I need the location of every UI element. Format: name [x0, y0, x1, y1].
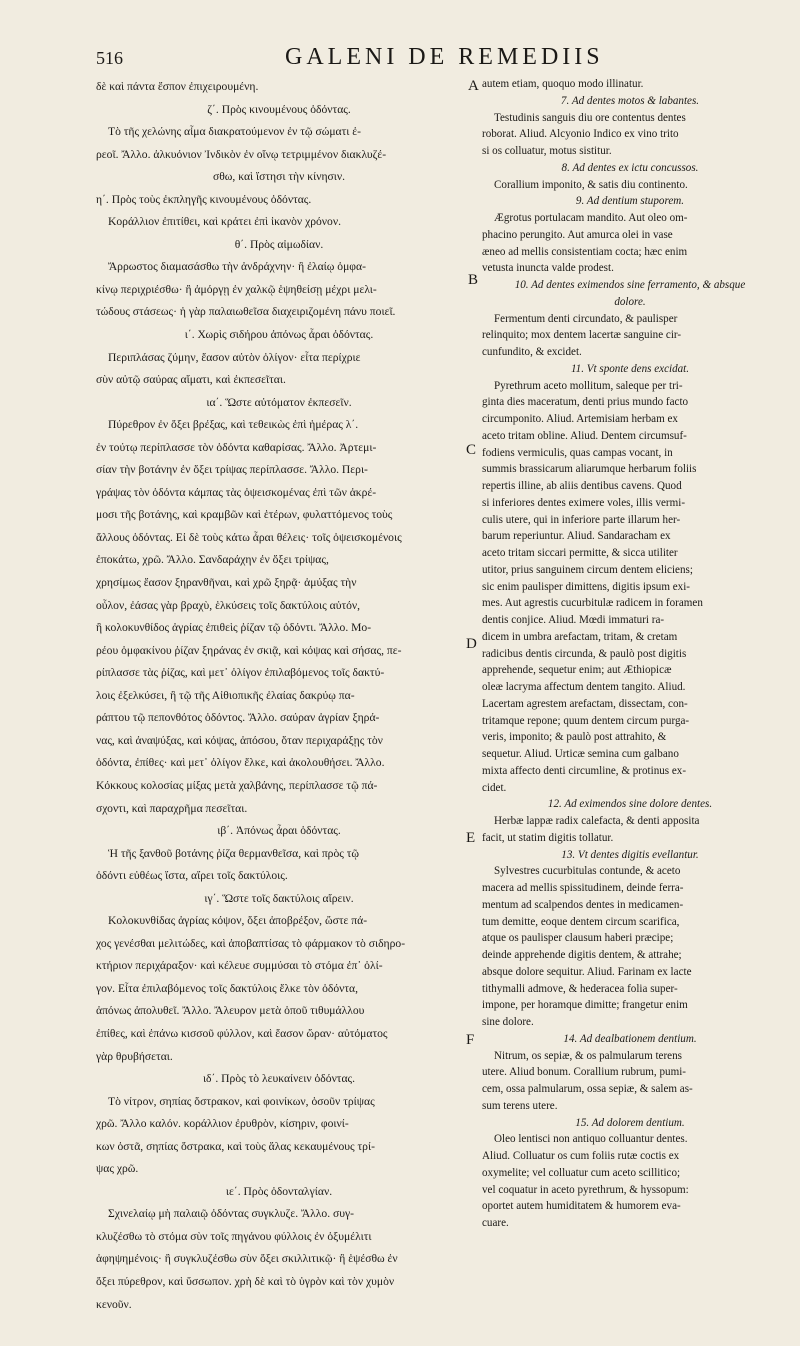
latin-text-line: dentis conjice. Aliud. Mœdi immaturi ra-: [482, 614, 665, 626]
latin-section-heading: 13. Vt dentes digitis evellantur.: [561, 848, 699, 861]
latin-text-line: apprehende, sequetur enim; aut Æthiopicæ: [482, 664, 672, 677]
latin-text-line: atque os paulisper clausum haberi præcipe;: [482, 932, 674, 945]
margin-letter-b: B: [468, 272, 479, 288]
latin-text-line: sic enim paulisper dimittens, digitis ipsum exi-: [482, 580, 690, 593]
latin-text-line: relinquito; mox dentem lacertæ sanguine cir-: [482, 329, 682, 342]
greek-text-line: κων ὀστᾶ, σηπίας ὄστρακα, καὶ τοὺς ἅλας κεκαυμένους τρί-: [96, 1139, 375, 1153]
latin-text-line: si os colluatur, motus sistitur.: [482, 145, 612, 157]
latin-text-line: deinde apprehende digitis dentem, & attrahe;: [482, 949, 682, 961]
latin-text-line: macera ad mellis spissitudinem, deinde ferra-: [482, 882, 684, 894]
greek-text-line: ἄλλους ὀδόντας. Εἰ δὲ τοὺς κάτω ἆραι θέλεις· τοῖς ὀψεισκομένοις: [96, 530, 402, 544]
greek-text-line: γὰρ θρυβήσεται.: [96, 1049, 173, 1063]
latin-text-line: Ægrotus portulacam mandito. Aut oleo om-: [494, 212, 688, 224]
latin-text-line: circumponito. Aliud. Artemisiam herbam ex: [482, 413, 678, 425]
latin-section-heading: 8. Ad dentes ex ictu concussos.: [561, 161, 699, 174]
latin-text-line: Oleo lentisci non antiquo colluantur dentes.: [494, 1133, 688, 1146]
latin-text-line: repertis illine, ab aliis dentibus cavens. Quod: [482, 480, 682, 492]
greek-text-line: Ἄρρωστος διαμασάσθω τὴν ἀνδράχνην· ἢ ἐλαίῳ ὀμφα-: [108, 260, 366, 274]
greek-text-line: ρίπλασσε τὰς ῥίζας, καὶ μετ᾽ ὀλίγον ἐπιλαβόμενος τοῖς δακτύ-: [96, 666, 385, 680]
latin-text-line: Testudinis sanguis diu ore contentus dentes: [494, 111, 686, 124]
greek-text-line: σίαν τὴν βοτάνην ἐν ὄξει τρίψας περίπλασσε. Ἄλλο. Περι-: [96, 463, 368, 477]
greek-text-line: γράψας τὸν ὀδόντα κάμπας τὰς ὀψεισκομένας ἐπὶ τῶν ἀκρέ-: [96, 485, 377, 499]
latin-text-line: dicem in umbra arefactam, tritam, & cretam: [482, 630, 678, 643]
greek-text-line: Σχινελαίῳ μὴ παλαιῷ ὀδόντας συγκλυζε. Ἄλλο. συγ-: [108, 1207, 354, 1221]
latin-text-line: tithymalli admove, & hederacea folia super-: [482, 982, 678, 995]
latin-text-line: ginta dies maceratum, denti prius mundo facto: [482, 396, 689, 409]
greek-text-line: ιβ΄. Ἀπόνως ἆραι ὀδόντας.: [217, 824, 341, 838]
latin-text-line: summis brassicarum aliarumque herbarum foliis: [482, 463, 697, 476]
latin-section-heading: 12. Ad eximendos sine dolore dentes.: [547, 798, 713, 811]
greek-text-line: ὀδόντι εὐθέως ἵστα, αἴρει τοῖς δακτύλοις.: [96, 869, 288, 883]
latin-text-column: [482, 76, 778, 1232]
latin-text-line: vetusta inuncta valde prodest.: [482, 262, 614, 275]
greek-text-line: ζ΄. Πρὸς κινουμένους ὀδόντας.: [207, 102, 351, 116]
latin-text-line: cuare.: [482, 1217, 509, 1229]
latin-text-line: autem etiam, quoquo modo illinatur.: [482, 78, 644, 90]
greek-text-line: ρέου ὀμφακίνου ῥίζαν ξηράνας ἐν σκιᾷ, καὶ κόψας καὶ σήσας, πε-: [96, 643, 402, 657]
latin-text-line: roborat. Aliud. Alcyonio Indico ex vino trito: [482, 128, 679, 141]
greek-text-line: Ἡ τῆς ξανθοῦ βοτάνης ῥίζα θερμανθεῖσα, καὶ πρὸς τῷ: [108, 846, 360, 860]
greek-text-line: χρησίμως ἔασον ξηρανθῆναι, καὶ χρῶ ξηρᾷ· ἀμύξας τὴν: [96, 576, 357, 590]
latin-section-heading: dolore.: [614, 295, 646, 308]
greek-text-line: ἀφηψημένοις· ἢ συγκλυζέσθω σὺν ὄξει σκιλλιτικῷ· ἢ ἑψέσθω ἐν: [96, 1252, 398, 1266]
latin-text-line: mixta affecto denti circumline, & protinus ex-: [482, 764, 687, 777]
greek-text-line: νας, καὶ ἀναψύξας, καὶ κόψας, ἀπόσου, ὅταν περιχαράξῃς τὸν: [96, 733, 383, 747]
margin-letter-f: F: [466, 1032, 475, 1048]
latin-text-line: Pyrethrum aceto mollitum, saleque per tri-: [494, 379, 683, 392]
greek-text-line: η΄. Πρὸς τοὺς ἐκπληγῆς κινουμένους ὀδόντας.: [96, 192, 312, 206]
latin-text-line: sine dolore.: [482, 1016, 534, 1028]
latin-text-line: oxymelite; vel colluatur cum aceto scillitico;: [482, 1166, 681, 1179]
latin-text-line: utere. Aliud bonum. Corallium rubrum, pumi-: [482, 1066, 686, 1079]
latin-text-line: oleæ lacryma affectum dentem tangito. Aliud.: [482, 681, 686, 693]
latin-text-line: aceto tritam siccari permitte, & sicca utiliter: [482, 547, 678, 559]
latin-section-heading: 9. Ad dentium stuporem.: [575, 195, 685, 208]
greek-text-line: σχοντι, καὶ παραχρῆμα πεσεῖται.: [96, 801, 248, 815]
latin-text-line: fodiens vermiculis, quas campas vocant, in: [482, 446, 673, 459]
running-title: GALENI DE REMEDIIS: [285, 44, 604, 70]
greek-text-line: τώδους στάσεως· ἡ γὰρ παλαιωθεῖσα διαχειριζομένη πάνυ ποιεῖ.: [96, 305, 396, 319]
greek-text-line: Πύρεθρον ἐν ὄξει βρέξας, καὶ τεθεικὼς ἐπὶ ἡμέρας λ΄.: [108, 418, 359, 432]
greek-text-line: γον. Εἶτα ἐπιλαβόμενος τοῖς δακτύλοις ἕλκε τὸν ὀδόντα,: [96, 981, 359, 995]
greek-text-line: Κοράλλιον ἐπιτίθει, καὶ κράτει ἐπὶ ἱκανὸν χρόνον.: [108, 215, 341, 229]
greek-text-line: Τὸ νίτρον, σηπίας ὄστρακον, καὶ φοινίκων, ὁσοῦν τρίψας: [108, 1094, 375, 1108]
latin-text-line: Corallium imponito, & satis diu continento.: [494, 178, 688, 191]
margin-letter-c: C: [466, 442, 477, 458]
greek-text-line: λοις ἐξελκύσει, ἢ τῷ τῆς Αἰθιοπικῆς ἐλαίας δακρύῳ πα-: [96, 688, 355, 702]
latin-section-heading: 11. Vt sponte dens excidat.: [570, 362, 690, 375]
greek-text-line: Τὸ τῆς χελώνης αἷμα διακρατούμενον ἐν τῷ σώματι ἐ-: [108, 125, 362, 139]
greek-text-line: ια΄. Ὥστε αὐτόματον ἐκπεσεῖν.: [206, 395, 352, 409]
greek-text-line: θ΄. Πρὸς αἱμωδίαν.: [234, 237, 324, 251]
greek-text-line: οὖλον, ἐάσας γὰρ βραχὺ, ἑλκύσεις τοῖς δακτύλοις αὐτόν,: [96, 598, 361, 612]
greek-text-column: [96, 76, 462, 1316]
page-number: 516: [96, 48, 123, 68]
latin-text-line: æneo ad mellis consistentiam cocta; hæc enim: [482, 245, 688, 258]
latin-text-line: mes. Aut agrestis cucurbitulæ radicem in foramen: [482, 597, 703, 610]
latin-text-line: tum demitte, eoque dentem circum scarifica,: [482, 915, 680, 928]
greek-text-line: ὄξει πύρεθρον, καὶ ὕσσωπον. χρὴ δὲ καὶ τὸ ὑγρὸν καὶ τὸν χυμὸν: [96, 1274, 395, 1288]
greek-text-line: ιγ΄. Ὥστε τοῖς δακτύλοις αἴρειν.: [204, 891, 354, 905]
latin-text-line: veris, imponito; & paulò post attrahito, &: [482, 731, 667, 744]
margin-letter-a: A: [468, 78, 479, 94]
latin-text-line: radicibus dentis circunda, & paulò post digitis: [482, 647, 687, 660]
greek-text-line: ιε΄. Πρὸς ὀδονταλγίαν.: [225, 1184, 333, 1198]
latin-text-line: Fermentum denti circundato, & paulisper: [494, 312, 678, 325]
greek-text-line: Περιπλάσας ζύμην, ἔασον αὐτὸν ὀλίγον· εἶτα περίχριε: [108, 350, 361, 364]
greek-text-line: ιδ΄. Πρὸς τὸ λευκαίνειν ὀδόντας.: [202, 1072, 356, 1086]
greek-text-line: ἐποκάτω, χρῶ. Ἄλλο. Σανδαράχην ἐν ὄξει τρίψας,: [96, 553, 329, 567]
greek-text-line: χρῶ. Ἄλλο καλόν. κοράλλιον ἐρυθρὸν, κίσηριν, φοινί-: [96, 1117, 349, 1131]
latin-text-line: absque dolore sequitur. Aliud. Farinam ex lacte: [482, 965, 692, 978]
greek-text-line: ἐν τούτῳ περίπλασσε τὸν ὀδόντα καθαρίσας. Ἄλλο. Ἀρτεμι-: [96, 440, 377, 454]
margin-letter-e: E: [466, 830, 476, 846]
greek-text-line: Κόκκους κολοσίας μίξας μετὰ χαλβάνης, περίπλασσε τῷ πά-: [96, 778, 378, 792]
latin-text-line: Lacertam agrestem arefactam, dissectam, con-: [482, 697, 688, 710]
greek-text-line: ἐπίθες, καὶ ἐπάνω κισσοῦ φύλλον, καὶ ἔασον ὥραν· αὐτόματος: [96, 1026, 388, 1040]
latin-section-heading: 15. Ad dolorem dentium.: [575, 1116, 685, 1129]
latin-text-line: barum reperiuntur. Aliud. Sandaracham ex: [482, 530, 671, 543]
margin-letter-d: D: [466, 636, 477, 652]
latin-section-heading: 7. Ad dentes motos & labantes.: [560, 94, 700, 107]
latin-text-line: Nitrum, os sepiæ, & os palmularum terens: [494, 1049, 682, 1062]
latin-text-line: mentum ad scalpendos dentes in medicamen-: [482, 898, 684, 911]
greek-text-line: κίνῳ περιχριέσθω· ἢ ἀμόργῃ ἐν χαλκῷ ἑψηθείσῃ μέχρι μελι-: [96, 282, 377, 296]
greek-text-line: σθω, καὶ ἵστησι τὴν κίνησιν.: [212, 170, 346, 184]
latin-text-line: vel coquatur in aceto pyrethrum, & hyssopum:: [482, 1183, 689, 1196]
greek-text-line: χος γενέσθαι μελιτώδες, καὶ ἀποβαπτίσας τὸ φάρμακον τὸ σιδηρο-: [96, 936, 406, 950]
latin-text-line: facit, ut statim digitis tollatur.: [482, 831, 614, 844]
greek-text-line: ι΄. Χωρὶς σιδήρου ἀπόνως ἆραι ὀδόντας.: [184, 328, 374, 342]
latin-text-line: phacino perungito. Aut amurca olei in vase: [482, 228, 673, 241]
greek-text-line: σὺν αὐτῷ σαύρας αἵματι, καὶ ἐκπεσεῖται.: [96, 373, 286, 387]
latin-text-line: Sylvestres cucurbitulas contunde, & aceto: [494, 865, 681, 878]
latin-text-line: si inferiores dentes eximere voles, illis vermi-: [482, 496, 686, 509]
latin-text-line: impone, per horamque dimitte; frangetur enim: [482, 999, 688, 1012]
greek-text-line: κενοῦν.: [96, 1297, 132, 1311]
latin-section-heading: 14. Ad dealbationem dentium.: [563, 1032, 697, 1045]
latin-text-line: utitor, prius sanguinem circum dentem eliciens;: [482, 563, 693, 576]
greek-text-line: ψας χρῶ.: [96, 1162, 139, 1176]
latin-text-line: Aliud. Colluatur os cum foliis rutæ coctis ex: [482, 1150, 680, 1162]
latin-text-line: oportet autem humiditatem & humorem eva-: [482, 1200, 681, 1213]
latin-text-line: cunfundito, & excidet.: [482, 346, 582, 358]
greek-text-line: ἀπόνως ἀπολυθεῖ. Ἄλλο. Ἄλευρον μετὰ ὀποῦ τιθυμάλλου: [96, 1004, 365, 1018]
greek-text-line: Κολοκυνθίδας ἀγρίας κόψον, ὄξει ἀποβρέξον, ὥστε πά-: [108, 914, 368, 928]
greek-text-line: κλυζέσθω τὸ στόμα σὺν τοῖς πηγάνου φύλλοις ἐν ὀξυμέλιτι: [96, 1229, 372, 1243]
greek-text-line: ἢ κολοκυνθίδος ἀγρίας ἐπιθεὶς ῥίζαν τῷ ὀδόντι. Ἄλλο. Μο-: [96, 621, 372, 635]
latin-text-line: tritamque repone; quum dentem circum purga-: [482, 714, 690, 727]
greek-text-line: ρεοῖ. Ἄλλο. ἀλκυόνιον Ἰνδικὸν ἐν οἴνῳ τετριμμένον διακλυζέ-: [96, 147, 387, 161]
latin-text-line: culis utere, qui in inferiore parte illarum her-: [482, 513, 681, 526]
latin-text-line: cem, ossa palmularum, ossa sepiæ, & salem as-: [482, 1083, 693, 1095]
latin-text-line: sum terens utere.: [482, 1099, 558, 1112]
latin-text-line: cidet.: [482, 781, 507, 794]
latin-text-line: Herbæ lappæ radix calefacta, & denti apposita: [494, 815, 700, 827]
greek-text-line: ράπτου τῷ πεπονθότος ὀδόντος. Ἄλλο. σαύραν ἀγρίαν ξηρά-: [96, 711, 380, 725]
latin-text-line: sequetur. Aliud. Urticæ semina cum galbano: [482, 748, 679, 760]
greek-text-line: δὲ καὶ πάντα ἔσπον ἐπιχειρουμένη.: [96, 80, 259, 93]
greek-text-line: μοσι τῆς βοτάνης, καὶ κραμβῶν καὶ ἑτέρων, φυλαττόμενος τοὺς: [96, 508, 393, 522]
latin-text-line: aceto tritam obline. Aliud. Dentem circumsuf-: [482, 429, 687, 442]
greek-text-line: ὀδόντα, ἐπίθες· καὶ μετ᾽ ὀλίγον ἕλκε, καὶ ἀκολουθήσει. Ἄλλο.: [96, 756, 385, 770]
greek-text-line: κτήριον περιχάραξον· καὶ κέλευε συμμύσαι τὸ στόμα ἐπ᾽ ὀλί-: [96, 959, 383, 973]
latin-section-heading: 10. Ad dentes eximendos sine ferramento, & absque: [514, 279, 746, 291]
